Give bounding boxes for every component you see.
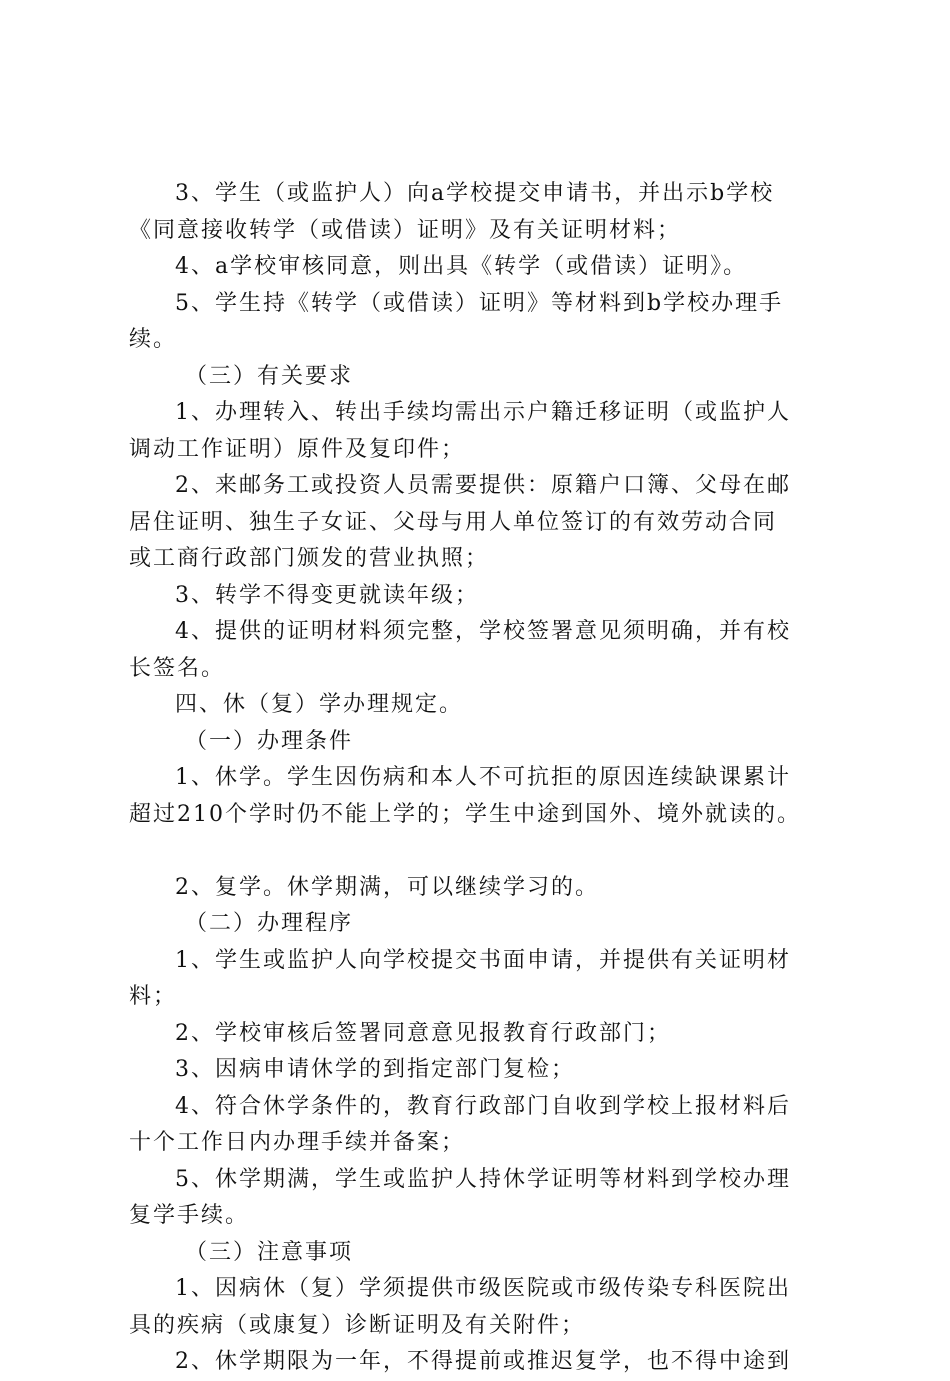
paragraph-line: 5、学生持《转学（或借读）证明》等材料到b学校办理手 bbox=[175, 290, 784, 316]
paragraph-line: 料； bbox=[129, 984, 178, 1009]
section-heading: （二）办理程序 bbox=[185, 911, 354, 936]
paragraph-line: 1、办理转入、转出手续均需出示户籍迁移证明（或监护人 bbox=[175, 400, 791, 425]
paragraph-line: 3、因病申请休学的到指定部门复检； bbox=[175, 1057, 575, 1082]
paragraph-line: 4、提供的证明材料须完整，学校签署意见须明确，并有校 bbox=[175, 619, 791, 644]
paragraph-line: 5、休学期满，学生或监护人持休学证明等材料到学校办理 bbox=[175, 1166, 791, 1192]
paragraph-line: 4、符合休学条件的，教育行政部门自收到学校上报材料后 bbox=[175, 1093, 791, 1119]
paragraph-line: 2、休学期限为一年，不得提前或推迟复学，也不得中途到 bbox=[175, 1349, 791, 1374]
paragraph-line: 复学手续。 bbox=[129, 1203, 250, 1228]
paragraph-line: 《同意接收转学（或借读）证明》及有关证明材料； bbox=[129, 217, 682, 243]
document-body bbox=[129, 176, 849, 1381]
section-heading: 四、休（复）学办理规定。 bbox=[175, 692, 464, 717]
paragraph-line: 4、a学校审核同意，则出具《转学（或借读）证明》。 bbox=[175, 254, 748, 279]
blank-line bbox=[129, 833, 849, 870]
section-heading: （一）办理条件 bbox=[185, 728, 354, 754]
paragraph-line: 超过210个学时仍不能上学的；学生中途到国外、境外就读的。 bbox=[129, 801, 801, 827]
paragraph-line: 3、学生（或监护人）向a学校提交申请书，并出示b学校 bbox=[175, 181, 775, 206]
paragraph-line: 1、休学。学生因伤病和本人不可抗拒的原因连续缺课累计 bbox=[175, 765, 791, 790]
paragraph-line: 居住证明、独生子女证、父母与用人单位签订的有效劳动合同 bbox=[129, 509, 778, 535]
paragraph-line: 3、转学不得变更就读年级； bbox=[175, 582, 479, 608]
paragraph-line: 1、因病休（复）学须提供市级医院或市级传染专科医院出 bbox=[175, 1276, 791, 1301]
paragraph-line: 十个工作日内办理手续并备案； bbox=[129, 1130, 466, 1155]
paragraph-line: 或工商行政部门颁发的营业执照； bbox=[129, 546, 490, 571]
paragraph-line: 调动工作证明）原件及复印件； bbox=[129, 436, 466, 462]
paragraph-line: 长签名。 bbox=[129, 655, 226, 681]
paragraph-line: 1、学生或监护人向学校提交书面申请，并提供有关证明材 bbox=[175, 947, 791, 973]
paragraph-line: 2、来邮务工或投资人员需要提供：原籍户口簿、父母在邮 bbox=[175, 473, 791, 498]
paragraph-line: 2、学校审核后签署同意意见报教育行政部门； bbox=[175, 1020, 671, 1046]
paragraph-line: 2、复学。休学期满，可以继续学习的。 bbox=[175, 874, 599, 900]
paragraph-line: 具的疾病（或康复）诊断证明及有关附件； bbox=[129, 1312, 586, 1338]
section-heading: （三）有关要求 bbox=[185, 363, 354, 389]
section-heading: （三）注意事项 bbox=[185, 1239, 354, 1265]
paragraph-line: 续。 bbox=[129, 327, 178, 352]
